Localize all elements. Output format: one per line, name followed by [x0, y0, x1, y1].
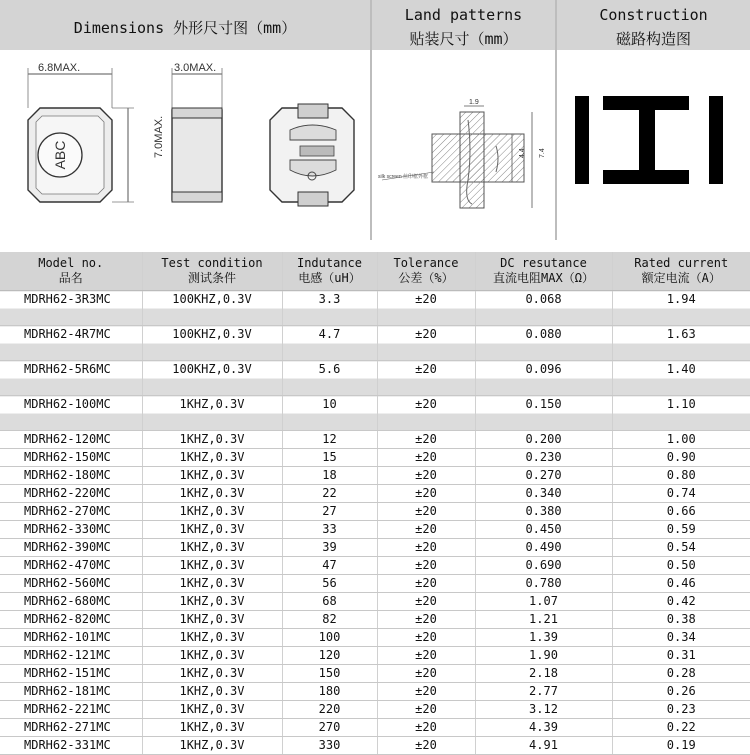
dc-resistance-cell: 0.068: [475, 291, 612, 326]
test-condition-cell: 1KHZ,0.3V: [142, 503, 282, 521]
dimensions-svg: [0, 50, 370, 240]
land-pattern-drawing: [372, 50, 555, 240]
inductance-cell: 82: [282, 611, 377, 629]
test-condition-cell: 1KHZ,0.3V: [142, 539, 282, 557]
tolerance-cell: ±20: [377, 683, 475, 701]
dc-resistance-cell: 0.200: [475, 431, 612, 449]
model-cell: MDRH62-120MC: [0, 431, 142, 449]
tolerance-cell: ±20: [377, 485, 475, 503]
table-row: [0, 719, 750, 737]
inductance-cell: 100: [282, 629, 377, 647]
inductance-cell: 68: [282, 593, 377, 611]
test-condition-cell: 1KHZ,0.3V: [142, 467, 282, 485]
inductance-cell: 220: [282, 701, 377, 719]
side-view-body: [172, 110, 222, 200]
model-cell: MDRH62-680MC: [0, 593, 142, 611]
tolerance-cell: ±20: [377, 431, 475, 449]
model-cell: MDRH62-101MC: [0, 629, 142, 647]
tolerance-cell: ±20: [377, 326, 475, 361]
inductance-cell: 56: [282, 575, 377, 593]
model-cell: MDRH62-3R3MC: [0, 291, 142, 326]
dc-resistance-cell: 0.490: [475, 539, 612, 557]
tolerance-cell: ±20: [377, 557, 475, 575]
tolerance-cell: ±20: [377, 575, 475, 593]
table-row: [0, 521, 750, 539]
model-cell: MDRH62-4R7MC: [0, 326, 142, 361]
model-cell: MDRH62-330MC: [0, 521, 142, 539]
rated-current-cell: 1.10: [612, 396, 750, 431]
tolerance-cell: ±20: [377, 539, 475, 557]
test-condition-cell: 1KHZ,0.3V: [142, 629, 282, 647]
model-cell: MDRH62-331MC: [0, 737, 142, 755]
dimensions-drawing: [0, 50, 370, 240]
table-header-row: [0, 252, 750, 291]
inductance-cell: 150: [282, 665, 377, 683]
core-left-bar: [575, 96, 589, 184]
test-condition-cell: 1KHZ,0.3V: [142, 557, 282, 575]
table-row: [0, 629, 750, 647]
tolerance-cell: ±20: [377, 665, 475, 683]
col-header-inductance: Indutance 电感（uH）: [282, 252, 377, 291]
dc-resistance-cell: 0.270: [475, 467, 612, 485]
table-row: [0, 665, 750, 683]
depth-label: 3.0MAX.: [174, 62, 217, 74]
rated-current-cell: 0.66: [612, 503, 750, 521]
table-row: [0, 611, 750, 629]
test-condition-cell: 100KHZ,0.3V: [142, 361, 282, 396]
dc-resistance-cell: 3.12: [475, 701, 612, 719]
rated-current-cell: 0.28: [612, 665, 750, 683]
tolerance-cell: ±20: [377, 449, 475, 467]
inductance-cell: 330: [282, 737, 377, 755]
rated-current-cell: 0.46: [612, 575, 750, 593]
test-condition-cell: 1KHZ,0.3V: [142, 431, 282, 449]
inductance-cell: 3.3: [282, 291, 377, 326]
dc-resistance-cell: 1.90: [475, 647, 612, 665]
rated-current-cell: 0.42: [612, 593, 750, 611]
rated-current-cell: 0.26: [612, 683, 750, 701]
inductance-cell: 120: [282, 647, 377, 665]
test-condition-cell: 1KHZ,0.3V: [142, 737, 282, 755]
table-row: [0, 539, 750, 557]
dc-resistance-cell: 1.07: [475, 593, 612, 611]
dimensions-title: Dimensions 外形尺寸图（mm）: [73, 19, 297, 37]
model-cell: MDRH62-270MC: [0, 503, 142, 521]
dc-resistance-cell: 0.450: [475, 521, 612, 539]
inductance-cell: 180: [282, 683, 377, 701]
rated-current-cell: 0.54: [612, 539, 750, 557]
rated-current-cell: 0.38: [612, 611, 750, 629]
spec-table: [0, 252, 750, 755]
rated-current-cell: 0.74: [612, 485, 750, 503]
table-row: [0, 467, 750, 485]
table-row: [0, 396, 750, 431]
height-label: 7.0MAX.: [153, 115, 165, 158]
land-patterns-subtitle: 贴装尺寸（mm）: [409, 30, 518, 48]
inductance-cell: 12: [282, 431, 377, 449]
test-condition-cell: 1KHZ,0.3V: [142, 611, 282, 629]
rated-current-cell: 0.31: [612, 647, 750, 665]
test-condition-cell: 1KHZ,0.3V: [142, 683, 282, 701]
tolerance-cell: ±20: [377, 467, 475, 485]
construction-title: Construction: [599, 6, 708, 24]
marking-text: ABC: [52, 140, 68, 170]
model-cell: MDRH62-220MC: [0, 485, 142, 503]
land-pad-center: [460, 112, 484, 208]
dc-resistance-cell: 4.39: [475, 719, 612, 737]
inductance-cell: 47: [282, 557, 377, 575]
dc-resistance-cell: 2.77: [475, 683, 612, 701]
dc-resistance-cell: 0.690: [475, 557, 612, 575]
core-right-bar: [709, 96, 723, 184]
test-condition-cell: 1KHZ,0.3V: [142, 665, 282, 683]
table-row: [0, 361, 750, 396]
construction-svg: [557, 50, 750, 240]
tolerance-cell: ±20: [377, 647, 475, 665]
dc-resistance-cell: 0.780: [475, 575, 612, 593]
test-condition-cell: 1KHZ,0.3V: [142, 521, 282, 539]
rated-current-cell: 1.00: [612, 431, 750, 449]
test-condition-cell: 100KHZ,0.3V: [142, 291, 282, 326]
model-cell: MDRH62-470MC: [0, 557, 142, 575]
col-header-model: Model no. 品名: [0, 252, 142, 291]
dc-resistance-cell: 0.150: [475, 396, 612, 431]
table-body: [0, 291, 750, 755]
test-condition-cell: 1KHZ,0.3V: [142, 396, 282, 431]
inductance-cell: 10: [282, 396, 377, 431]
dc-resistance-cell: 0.230: [475, 449, 612, 467]
table-row: [0, 647, 750, 665]
col-header-rated-current: Rated current 额定电流（A）: [612, 252, 750, 291]
table-row: [0, 291, 750, 326]
model-cell: MDRH62-180MC: [0, 467, 142, 485]
land-patterns-title: Land patterns: [404, 6, 523, 24]
test-condition-cell: 1KHZ,0.3V: [142, 593, 282, 611]
dc-resistance-cell: 1.21: [475, 611, 612, 629]
rated-current-cell: 0.80: [612, 467, 750, 485]
rated-current-cell: 0.90: [612, 449, 750, 467]
tolerance-cell: ±20: [377, 503, 475, 521]
construction-header: [557, 0, 750, 50]
dimensions-header: [0, 0, 370, 50]
model-cell: MDRH62-221MC: [0, 701, 142, 719]
table-row: [0, 683, 750, 701]
model-cell: MDRH62-820MC: [0, 611, 142, 629]
test-condition-cell: 1KHZ,0.3V: [142, 719, 282, 737]
col-header-tolerance: Tolerance 公差（%）: [377, 252, 475, 291]
test-condition-cell: 1KHZ,0.3V: [142, 647, 282, 665]
col-header-dc-resistance: DC resutance 直流电阻MAX（Ω）: [475, 252, 612, 291]
table-row: [0, 701, 750, 719]
table-row: [0, 557, 750, 575]
col-header-test-condition: Test condition 测试条件: [142, 252, 282, 291]
table-row: [0, 575, 750, 593]
tolerance-cell: ±20: [377, 737, 475, 755]
construction-drawing: [557, 50, 750, 240]
spacer: [0, 240, 750, 252]
test-condition-cell: 1KHZ,0.3V: [142, 449, 282, 467]
tolerance-cell: ±20: [377, 521, 475, 539]
table-row: [0, 449, 750, 467]
tolerance-cell: ±20: [377, 701, 475, 719]
dc-resistance-cell: 0.080: [475, 326, 612, 361]
table-row: [0, 737, 750, 755]
tolerance-cell: ±20: [377, 611, 475, 629]
inductance-cell: 22: [282, 485, 377, 503]
rated-current-cell: 1.40: [612, 361, 750, 396]
width-label: 6.8MAX.: [38, 62, 81, 74]
model-cell: MDRH62-560MC: [0, 575, 142, 593]
model-cell: MDRH62-151MC: [0, 665, 142, 683]
tolerance-cell: ±20: [377, 629, 475, 647]
rated-current-cell: 0.59: [612, 521, 750, 539]
tolerance-cell: ±20: [377, 291, 475, 326]
dc-resistance-cell: 1.39: [475, 629, 612, 647]
table-row: [0, 593, 750, 611]
test-condition-cell: 1KHZ,0.3V: [142, 485, 282, 503]
tolerance-cell: ±20: [377, 361, 475, 396]
rated-current-cell: 0.19: [612, 737, 750, 755]
dc-resistance-cell: 2.18: [475, 665, 612, 683]
inductance-cell: 270: [282, 719, 377, 737]
test-condition-cell: 1KHZ,0.3V: [142, 575, 282, 593]
inductance-cell: 5.6: [282, 361, 377, 396]
inductance-cell: 27: [282, 503, 377, 521]
table-row: [0, 431, 750, 449]
tolerance-cell: ±20: [377, 396, 475, 431]
rated-current-cell: 0.34: [612, 629, 750, 647]
table-row: [0, 485, 750, 503]
test-condition-cell: 100KHZ,0.3V: [142, 326, 282, 361]
dc-resistance-cell: 4.91: [475, 737, 612, 755]
model-cell: MDRH62-5R6MC: [0, 361, 142, 396]
model-cell: MDRH62-390MC: [0, 539, 142, 557]
construction-subtitle: 磁路构造图: [615, 30, 691, 48]
dc-resistance-cell: 0.096: [475, 361, 612, 396]
model-cell: MDRH62-181MC: [0, 683, 142, 701]
land-dim1-label: 4.4: [519, 148, 526, 158]
inductance-cell: 39: [282, 539, 377, 557]
inductance-cell: 33: [282, 521, 377, 539]
land-pattern-svg: [372, 50, 555, 240]
table-row: [0, 326, 750, 361]
rated-current-cell: 1.63: [612, 326, 750, 361]
rated-current-cell: 0.22: [612, 719, 750, 737]
model-cell: MDRH62-100MC: [0, 396, 142, 431]
model-cell: MDRH62-271MC: [0, 719, 142, 737]
model-cell: MDRH62-121MC: [0, 647, 142, 665]
model-cell: MDRH62-150MC: [0, 449, 142, 467]
inductance-cell: 15: [282, 449, 377, 467]
land-patterns-header: [372, 0, 555, 50]
inductance-cell: 4.7: [282, 326, 377, 361]
table-row: [0, 503, 750, 521]
dc-resistance-cell: 0.380: [475, 503, 612, 521]
dc-resistance-cell: 0.340: [475, 485, 612, 503]
land-top-label: 1.9: [469, 99, 479, 106]
tolerance-cell: ±20: [377, 593, 475, 611]
test-condition-cell: 1KHZ,0.3V: [142, 701, 282, 719]
tolerance-cell: ±20: [377, 719, 475, 737]
land-dim2-label: 7.4: [539, 148, 546, 158]
rated-current-cell: 0.23: [612, 701, 750, 719]
rated-current-cell: 0.50: [612, 557, 750, 575]
rated-current-cell: 1.94: [612, 291, 750, 326]
land-note: silk screen 丝印框外框: [378, 174, 429, 180]
inductance-cell: 18: [282, 467, 377, 485]
